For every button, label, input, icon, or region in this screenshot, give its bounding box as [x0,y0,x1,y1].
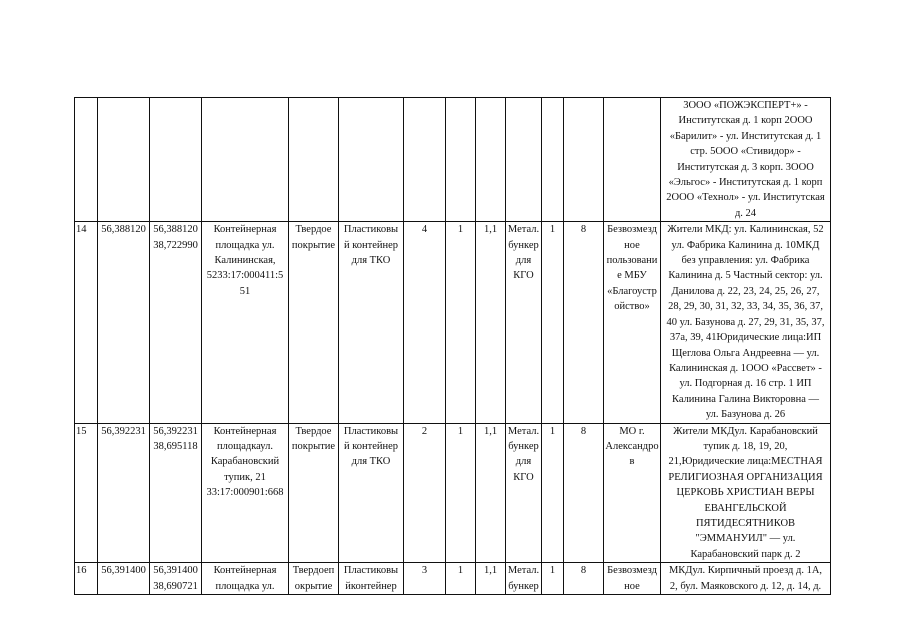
table-row [75,98,831,222]
container-type-cell: Пластиковы й контейнер для ТКО [339,222,404,423]
surface-cell: Твердое покрытие [289,222,339,423]
bunker-type-cell: Метал. бункер для КГО [506,423,542,563]
bunker-type-cell: Метал. бункер для КГО [506,222,542,423]
row-number [75,98,98,222]
container-count-cell: 3 [404,563,446,595]
page-cut-divider [74,562,830,563]
container-count-cell [404,98,446,222]
waste-generators-cell: МКДул. Кирпичный проезд д. 1А, 2, бул. Маяковского д. 12, д. 14, д. [661,563,831,595]
row-number: 16 [75,563,98,595]
container-type-cell [339,98,404,222]
owner-cell [604,98,661,222]
coordinates-cell [150,98,202,222]
table-row [75,423,831,563]
waste-generators-cell: 3ООО «ПОЖЭКСПЕРТ+» - Институтская д. 1 корп 2ООО «Барилит» - ул. Институтская д. 1 стр. 5ООО «Стивидор» - Институтская д. 3 корп. 3ООО «Эльгос» - Институтская д. 1 корп 2ООО «Технол» - ул. Институтская д. 24 [661,98,831,222]
container-sites-table [74,97,831,595]
container-type-cell: Пластиковы й контейнер для ТКО [339,423,404,563]
container-type-cell: Пластиковы йконтейнер [339,563,404,595]
container-volume-cell: 1,1 [476,563,506,595]
bunker-volume-cell: 8 [564,563,604,595]
bunker-type-cell: Метал. бункер [506,563,542,595]
bunker-count-cell: 1 [542,222,564,423]
planned-count-cell [446,98,476,222]
bunker-type-cell [506,98,542,222]
container-count-cell: 4 [404,222,446,423]
container-volume-cell [476,98,506,222]
planned-count-cell: 1 [446,563,476,595]
site-address-cell [202,98,289,222]
container-volume-cell: 1,1 [476,423,506,563]
row-number: 14 [75,222,98,423]
planned-count-cell: 1 [446,423,476,563]
row-number: 15 [75,423,98,563]
table-row [75,222,831,423]
table-row [75,563,831,595]
planned-count-cell: 1 [446,222,476,423]
site-address-cell: Контейнерная площадкаул. Карабановский тупик, 21 33:17:000901:668 [202,423,289,563]
waste-generators-cell: Жители МКДул. Карабановский тупик д. 18, 19, 20, 21,Юридические лица:МЕСТНАЯ РЕЛИГИОЗНАЯ ОРГАНИЗАЦИЯ ЦЕРКОВЬ ХРИСТИАН ВЕРЫ ЕВАНГЕЛЬСКОЙ ПЯТИДЕСЯТНИКОВ "ЭММАНУИЛ" — ул. Карабановский парк д. 2 [661,423,831,563]
container-count-cell: 2 [404,423,446,563]
coordinates-cell: 56,392231 38,695118 [150,423,202,563]
owner-cell: Безвозмезд ное [604,563,661,595]
bunker-count-cell: 1 [542,423,564,563]
bunker-count-cell: 1 [542,563,564,595]
coordinates-cell: 56,388120 38,722990 [150,222,202,423]
latitude-cell: 56,388120 [98,222,150,423]
owner-cell: Безвозмезд ное пользовани е МБУ «Благоустр ойство» [604,222,661,423]
surface-cell: Твердоеп окрытие [289,563,339,595]
waste-generators-cell: Жители МКД: ул. Калининская, 52 ул. Фабрика Калинина д. 10МКД без управления: ул. Фабрика Калинина д. 5 Частный сектор: ул. Данилова д. 22, 23, 24, 25, 26, 27, 28, 29, 30, 31, 32, 33, 34, 35, 36, 37, 40 ул. Базунова д. 27, 29, 31, 35, 37, 37а, 39, 41Юридические лица:ИП Щеглова Ольга Андреевна — ул. Калининская д. 1ООО «Рассвет» - ул. Подгорная д. 16 стр. 1 ИП Калинина Галина Викторовна — ул. Базунова д. 26 [661,222,831,423]
owner-cell: МО г. Александро в [604,423,661,563]
surface-cell: Твердое покрытие [289,423,339,563]
container-volume-cell: 1,1 [476,222,506,423]
coordinates-cell: 56,391400 38,690721 [150,563,202,595]
bunker-volume-cell: 8 [564,423,604,563]
registry-table-sheet [74,97,830,595]
latitude-cell [98,98,150,222]
site-address-cell: Контейнерная площадка ул. Калининская, 5233:17:000411:5 51 [202,222,289,423]
latitude-cell: 56,392231 [98,423,150,563]
bunker-volume-cell [564,98,604,222]
surface-cell [289,98,339,222]
site-address-cell: Контейнерная площадка ул. [202,563,289,595]
latitude-cell: 56,391400 [98,563,150,595]
bunker-volume-cell: 8 [564,222,604,423]
bunker-count-cell [542,98,564,222]
